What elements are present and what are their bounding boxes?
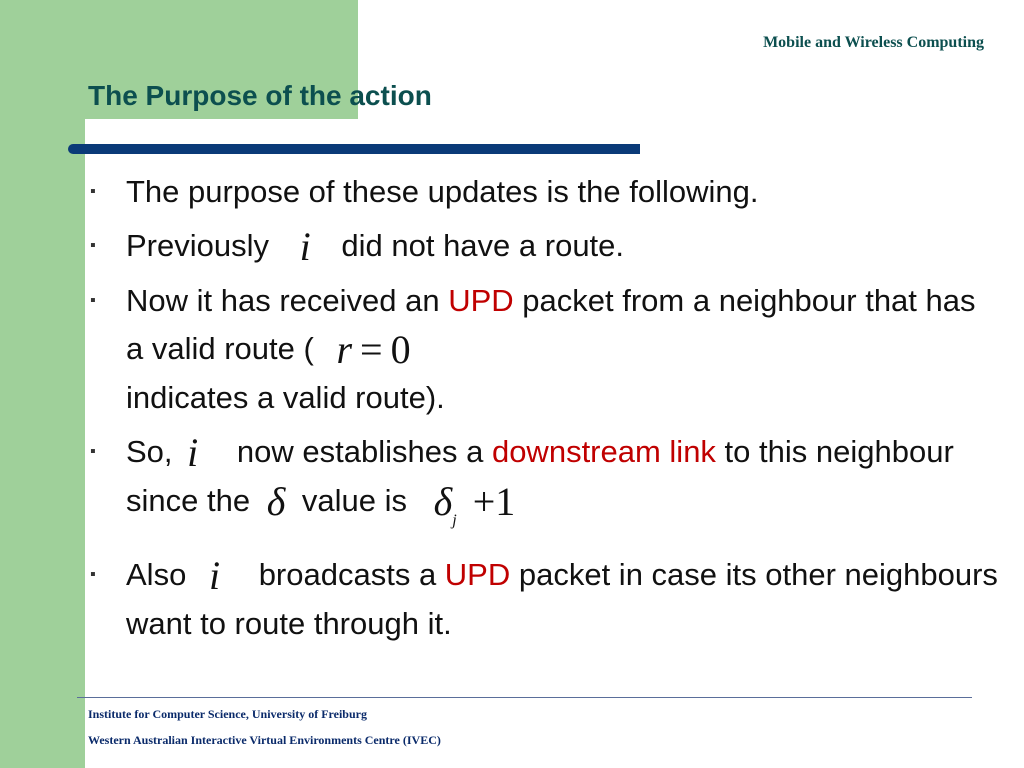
math-var-i: i — [208, 553, 221, 598]
bullet-item-2 — [88, 222, 998, 271]
bullet-text: did not have a route. — [341, 228, 625, 263]
bullet-marker: ▪ — [90, 566, 96, 583]
upd-keyword: UPD — [444, 557, 511, 592]
math-subscript-j: j — [452, 512, 457, 529]
footer-centre: Western Australian Interactive Virtual Environments Centre (IVEC) — [88, 733, 441, 747]
footer-institution: Institute for Computer Science, University of Freiburg — [88, 707, 367, 721]
bullet-marker: ▪ — [90, 292, 96, 309]
math-var-i: i — [187, 430, 199, 475]
bullet-text: now establishes a — [236, 434, 492, 469]
bullet-text: So, — [126, 434, 173, 469]
bullet-list — [88, 168, 998, 654]
math-delta-j: δ — [433, 479, 453, 524]
downstream-link-keyword: downstream link — [491, 434, 716, 469]
math-var-r: r — [336, 327, 353, 372]
bullet-text: Also — [126, 557, 187, 592]
course-header: Mobile and Wireless Computing — [763, 34, 984, 51]
bullet-marker: ▪ — [90, 237, 96, 254]
bullet-marker: ▪ — [90, 443, 96, 460]
bullet-item-3 — [88, 277, 998, 422]
title-underline-bar — [68, 144, 640, 154]
bullet-item-4 — [88, 428, 998, 545]
bullet-text: Previously — [126, 228, 269, 263]
bullet-text: The purpose of these updates is the following. — [126, 174, 759, 209]
bullet-text: to this neighbour since the — [126, 434, 954, 518]
upd-keyword: UPD — [448, 283, 514, 318]
bullet-item-5 — [88, 551, 998, 648]
bullet-marker: ▪ — [90, 183, 96, 200]
bullet-text: packet in case its other neighbours want to route through it. — [126, 557, 998, 641]
slide-title: The Purpose of the action — [88, 80, 432, 111]
math-plus-one: +1 — [472, 479, 516, 524]
math-zero: 0 — [390, 327, 411, 372]
footer-divider — [77, 697, 972, 698]
bullet-item-1 — [88, 168, 998, 216]
math-delta: δ — [266, 479, 286, 524]
bullet-text: indicates a valid route). — [126, 380, 445, 415]
bullet-text: broadcasts a — [258, 557, 445, 592]
math-equals: = — [360, 327, 383, 372]
bullet-text: packet from a neighbour that has a valid route ( — [126, 283, 976, 366]
bullet-text: value is — [301, 483, 408, 518]
math-var-i: i — [299, 224, 311, 269]
bullet-text: Now it has received an — [126, 283, 449, 318]
left-accent-strip — [0, 0, 85, 768]
